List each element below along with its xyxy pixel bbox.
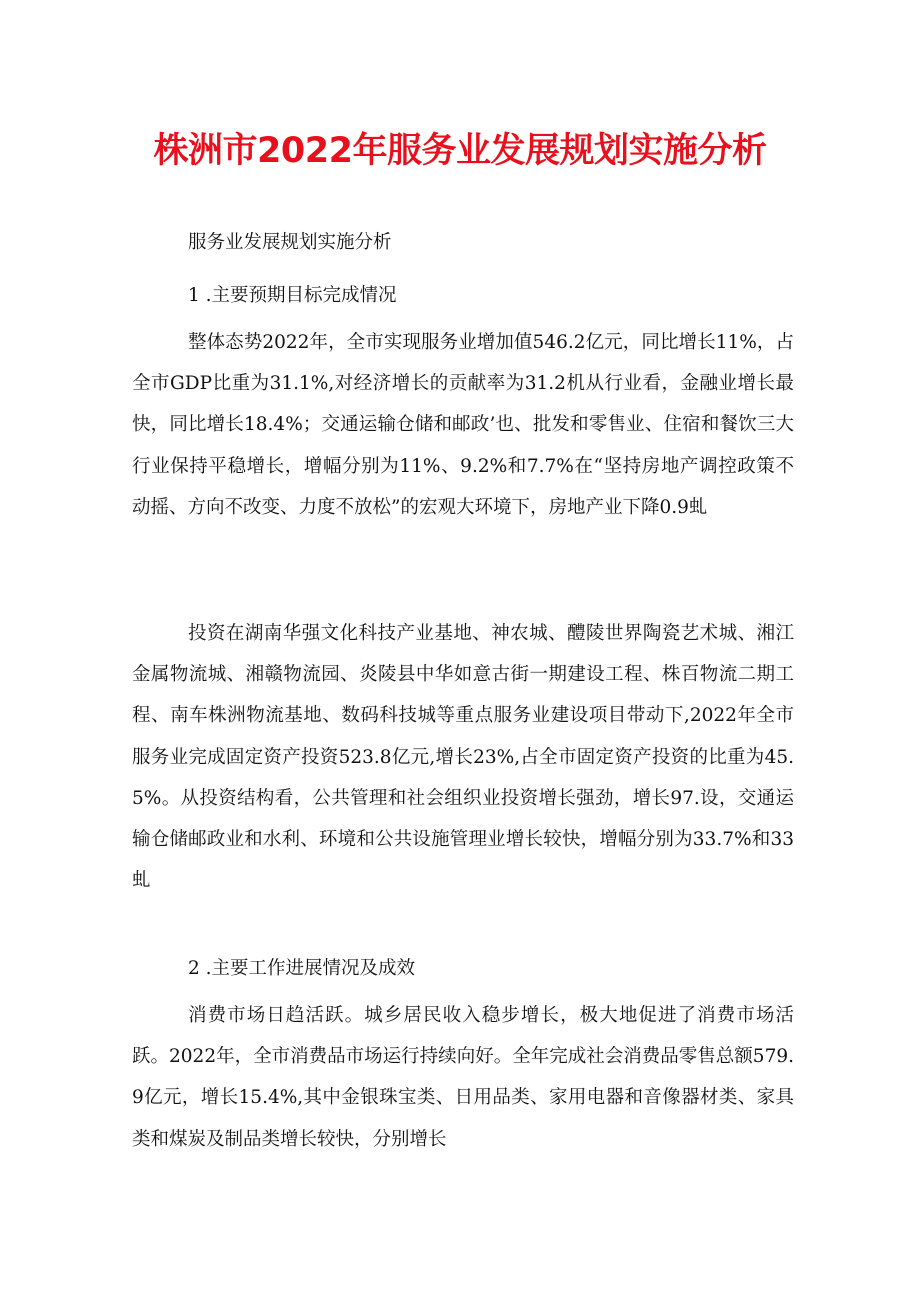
- paragraph-investment: 投资在湖南华强文化科技产业基地、神农城、醴陵世界陶瓷艺术城、湘江金属物流城、湘赣物流园、炎陵县中华如意古街一期建设工程、株百物流二期工程、南车株洲物流基地、数码科技城等重点服务业建设项目带动下,2022年全市服务业完成固定资产投资523.8亿元,增长23%,占全市固定资产投资的比重为45.5%。从投资结构看，公共管理和社会组织业投资增长强劲，增长97.设，交通运输仓储邮政业和水利、环境和公共设施管理业增长较快，增幅分别为33.7%和33虬: [132, 623, 794, 892]
- document-title: 株洲市2022年服务业发展规划实施分析: [153, 131, 767, 171]
- heading-progress: 2 .主要工作进展情况及成效: [188, 958, 416, 979]
- paragraph-consumption: 消费市场日趋活跃。城乡居民收入稳步增长，极大地促进了消费市场活跃。2022年，全市消费品市场运行持续向好。全年完成社会消费品零售总额579.9亿元，增长15.4%,其中金银珠宝类、日用品类、家用电器和音像器材类、家具类和煤炭及制品类增长较快，分别增长: [132, 1005, 794, 1150]
- heading-targets: 1 .主要预期目标完成情况: [188, 285, 397, 306]
- paragraph-overall-trend: 整体态势2022年，全市实现服务业增加值546.2亿元，同比增长11%，占全市GDP比重为31.1%,对经济增长的贡献率为31.2机从行业看，金融业增长最快，同比增长18.4%；交通运输仓储和邮政’也、批发和零售业、住宿和餐饮三大行业保持平稳增长，增幅分别为11%、9.2%和7.7%在“坚持房地产调控政策不动摇、方向不改变、力度不放松”的宏观大环境下，房地产业下降0.9虬: [132, 332, 794, 518]
- section-title: 服务业发展规划实施分析: [188, 232, 392, 253]
